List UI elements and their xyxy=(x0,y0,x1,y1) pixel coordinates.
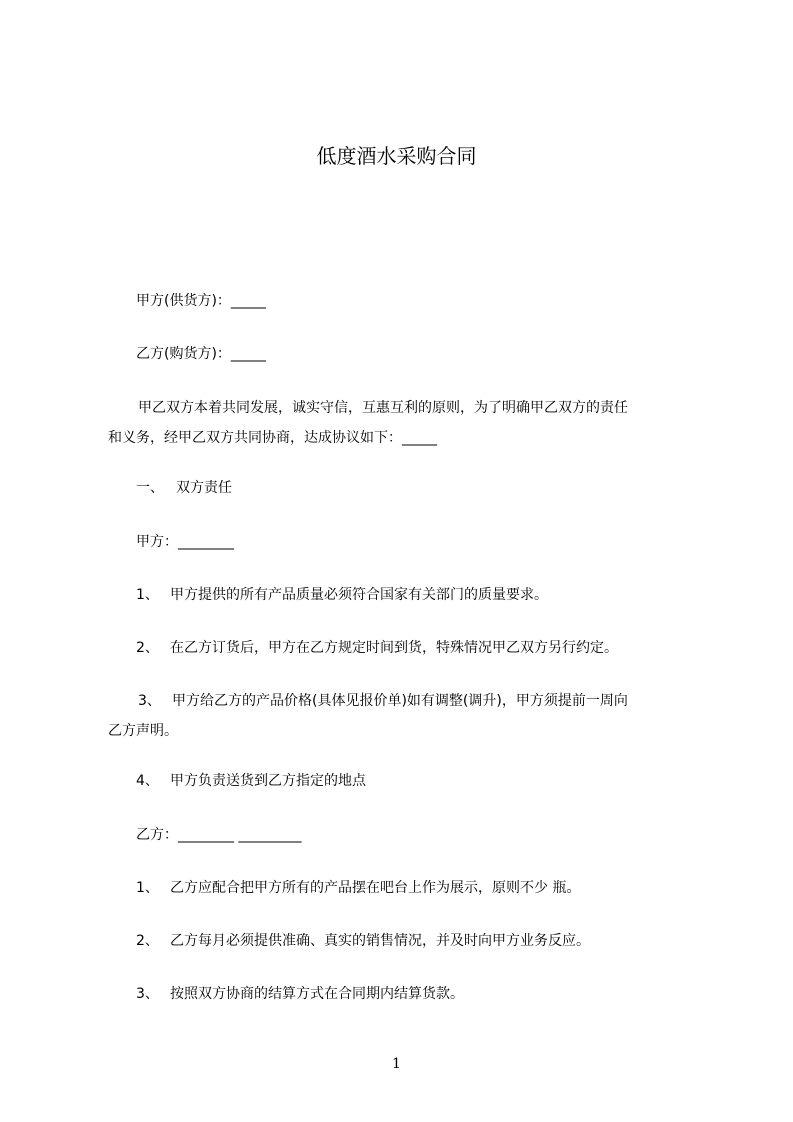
list-item-number: 4、 xyxy=(136,773,159,789)
list-item-text: 甲方负责送货到乙方指定的地点 xyxy=(170,773,366,789)
list-item-text: 在乙方订货后，甲方在乙方规定时间到货，特殊情况甲乙双方另行约定。 xyxy=(170,640,618,656)
section-heading xyxy=(108,473,728,503)
list-item-line xyxy=(108,686,700,716)
list-item-number: 3、 xyxy=(138,693,161,709)
list-item xyxy=(108,686,700,746)
list-item-text: 甲方给乙方的产品价格(具体见报价单)如有调整(调升)，甲方须提前一周向 xyxy=(172,693,628,709)
list-item xyxy=(108,766,728,796)
list-item-number: 1、 xyxy=(136,880,159,896)
list-item-text: 甲方提供的所有产品质量必须符合国家有关部门的质量要求。 xyxy=(170,587,548,603)
list-item-continuation: 乙方声明。 xyxy=(108,723,178,739)
list-item xyxy=(108,979,728,1009)
list-item xyxy=(108,926,728,956)
intro-paragraph xyxy=(108,393,700,453)
list-item xyxy=(108,580,728,610)
list-item-number: 3、 xyxy=(136,986,159,1002)
intro-line-2: 和义务，经甲乙双方共同协商，达成协议如下：_____ xyxy=(108,430,437,446)
party-b-buyer-line: 乙方(购货方)：_____ xyxy=(136,346,266,362)
list-item-number: 2、 xyxy=(136,933,159,949)
intro-line-1: 甲乙双方本着共同发展，诚实守信，互惠互利的原则，为了明确甲乙双方的责任 xyxy=(138,400,628,416)
party-b-label: 乙方：________ _________ xyxy=(136,827,302,843)
section-number: 一、 xyxy=(136,480,164,496)
list-item xyxy=(108,873,728,903)
list-item-number: 1、 xyxy=(136,587,159,603)
document-title: 低度酒水采购合同 xyxy=(316,144,477,168)
section-title: 双方责任 xyxy=(176,480,232,496)
list-item-text: 乙方应配合把甲方所有的产品摆在吧台上作为展示，原则不少 瓶。 xyxy=(170,880,581,896)
page-number: 1 xyxy=(392,1056,401,1072)
list-item xyxy=(108,633,728,663)
list-item-text: 乙方每月必须提供准确、真实的销售情况，并及时向甲方业务反应。 xyxy=(170,933,590,949)
party-a-label: 甲方：________ xyxy=(136,534,234,550)
party-a-supplier-line: 甲方(供货方)：_____ xyxy=(136,293,266,309)
list-item-number: 2、 xyxy=(136,640,159,656)
list-item-text: 按照双方协商的结算方式在合同期内结算货款。 xyxy=(170,986,464,1002)
